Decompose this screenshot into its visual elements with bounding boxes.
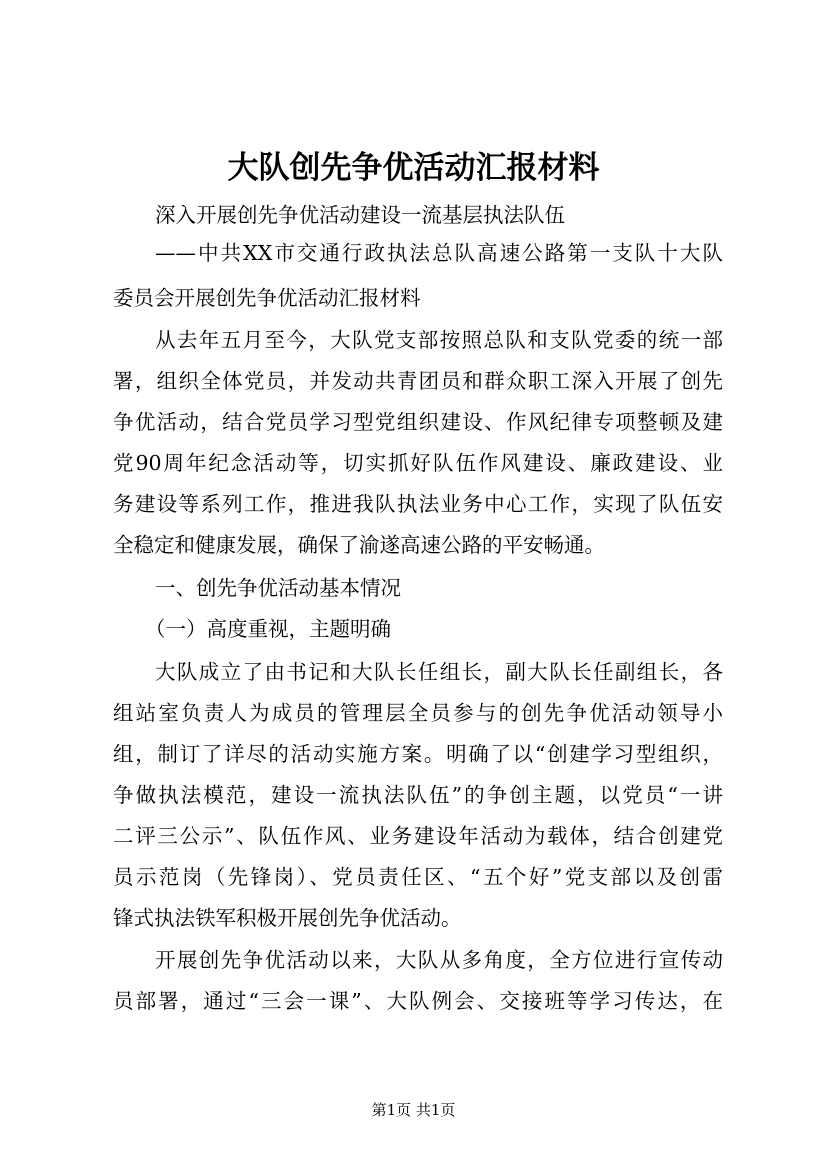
intro-line-2: 署，组织全体党员，并发动共青团员和群众职工深入开展了创先 <box>113 369 723 393</box>
intro-line-1: 从去年五月至今，大队党支部按照总队和支队党委的统一部 <box>155 328 723 352</box>
intro-line-6: 全稳定和健康发展，确保了渝遂高速公路的平安畅通。 <box>113 533 605 557</box>
paragraph2-line-1: 大队成立了由书记和大队长任组长，副大队长任副组长，各 <box>155 660 723 684</box>
paragraph2-line-6: 员示范岗（先锋岗）、党员责任区、“五个好”党支部以及创雷 <box>113 865 723 889</box>
paragraph2-line-4: 争做执法模范，建设一流执法队伍”的争创主题，以党员“一讲 <box>113 783 723 807</box>
paragraph2-line-7: 锋式执法铁军积极开展创先争优活动。 <box>113 906 462 930</box>
intro-line-3: 争优活动，结合党员学习型党组织建设、作风纪律专项整顿及建 <box>113 410 723 434</box>
subsection-heading: （一）高度重视，主题明确 <box>145 617 391 641</box>
paragraph2-line-5: 二评三公示”、队伍作风、业务建设年活动为载体，结合创建党 <box>113 824 723 848</box>
paragraph3-line-1: 开展创先争优活动以来，大队从多角度，全方位进行宣传动 <box>155 948 723 972</box>
document-subtitle: 深入开展创先争优活动建设一流基层执法队伍 <box>155 203 565 227</box>
document-title: 大队创先争优活动汇报材料 <box>227 150 600 186</box>
paragraph2-line-3: 组，制订了详尽的活动实施方案。明确了以“创建学习型组织， <box>113 742 723 766</box>
paragraph3-line-2: 员部署，通过“三会一课”、大队例会、交接班等学习传达，在 <box>113 989 723 1013</box>
byline-line-2: 委员会开展创先争优活动汇报材料 <box>113 286 421 310</box>
intro-line-4: 党90周年纪念活动等，切实抓好队伍作风建设、廉政建设、业 <box>113 451 723 475</box>
section-heading: 一、创先争优活动基本情况 <box>155 576 401 600</box>
paragraph2-line-2: 组站室负责人为成员的管理层全员参与的创先争优活动领导小 <box>113 701 723 725</box>
intro-line-5: 务建设等系列工作，推进我队执法业务中心工作，实现了队伍安 <box>113 492 723 516</box>
page-number-footer: 第1页 共1页 <box>371 1101 456 1119</box>
byline-line-1: ——中共XX市交通行政执法总队高速公路第一支队十大队 <box>155 241 723 265</box>
